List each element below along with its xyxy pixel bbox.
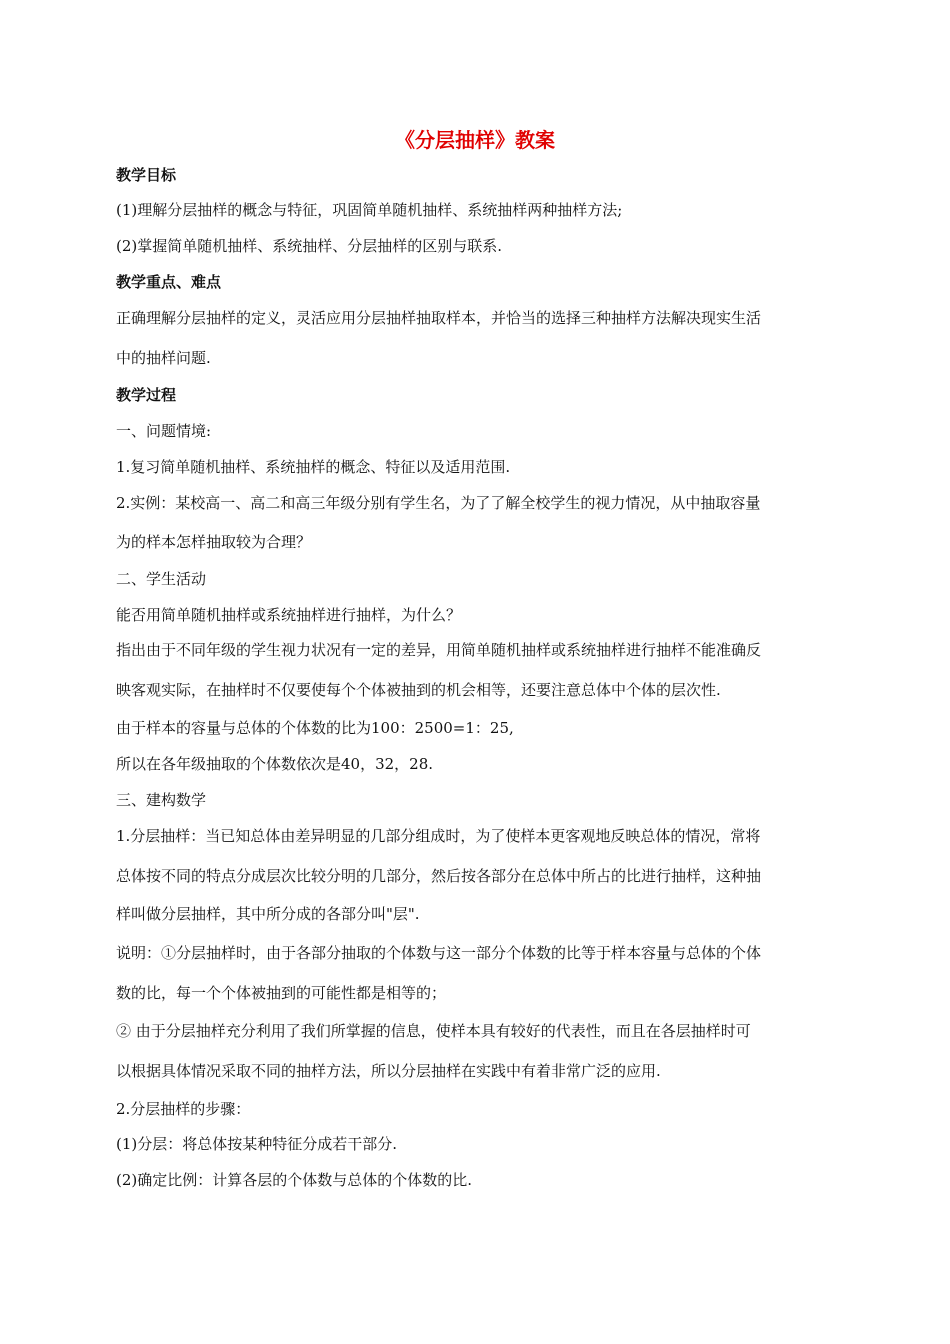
part3-step-1: (1)分层：将总体按某种特征分成若干部分. — [116, 1135, 398, 1153]
part3-note-1-line-2: 数的比，每一个个体被抽到的可能性都是相等的； — [116, 984, 447, 1002]
part3-note-2-line-1: ② 由于分层抽样充分利用了我们所掌握的信息，使样本具有较好的代表性，而且在各层抽样时可 — [116, 1022, 751, 1040]
part2-para-2: 由于样本的容量与总体的个体数的比为100：2500=1：25, — [116, 719, 514, 737]
part1-item-2-line-2: 为的样本怎样抽取较为合理？ — [116, 533, 312, 551]
keypoints-line-2: 中的抽样问题. — [116, 349, 211, 367]
part1-item-1: 1.复习简单随机抽样、系统抽样的概念、特征以及适用范围. — [116, 458, 511, 476]
part2-para-1-line-2: 映客观实际，在抽样时不仅要使每个个体被抽到的机会相等，还要注意总体中个体的层次性. — [116, 681, 721, 699]
part2-para-3: 所以在各年级抽取的个体数依次是40，32，28. — [116, 755, 434, 773]
part2-para-1-line-1: 指出由于不同年级的学生视力状况有一定的差异，用简单随机抽样或系统抽样进行抽样不能准确反 — [116, 641, 762, 659]
part3-note-1-line-1: 说明：①分层抽样时，由于各部分抽取的个体数与这一部分个体数的比等于样本容量与总体的个体 — [116, 944, 762, 962]
part2-heading: 二、学生活动 — [116, 570, 207, 588]
keypoints-line-1: 正确理解分层抽样的定义，灵活应用分层抽样抽取样本，并恰当的选择三种抽样方法解决现实生活 — [116, 309, 762, 327]
part3-item-1-line-1: 1.分层抽样：当已知总体由差异明显的几部分组成时，为了使样本更客观地反映总体的情况，常将 — [116, 827, 761, 845]
part3-heading: 三、建构数学 — [116, 791, 207, 809]
objective-2: (2)掌握简单随机抽样、系统抽样、分层抽样的区别与联系. — [116, 237, 503, 255]
part3-item-1-line-3: 样叫做分层抽样，其中所分成的各部分叫"层". — [116, 905, 420, 923]
objectives-heading: 教学目标 — [116, 166, 177, 184]
keypoints-heading: 教学重点、难点 — [116, 273, 222, 291]
part3-note-2-line-2: 以根据具体情况采取不同的抽样方法，所以分层抽样在实践中有着非常广泛的应用. — [116, 1062, 661, 1080]
part1-item-2-line-1: 2.实例：某校高一、高二和高三年级分别有学生名，为了了解全校学生的视力情况，从中抽取容量 — [116, 494, 761, 512]
part3-step-2: (2)确定比例：计算各层的个体数与总体的个体数的比. — [116, 1171, 473, 1189]
part3-item-2: 2.分层抽样的步骤： — [116, 1100, 251, 1118]
process-heading: 教学过程 — [116, 386, 177, 404]
page-title: 《分层抽样》教案 — [395, 128, 555, 152]
part3-item-1-line-2: 总体按不同的特点分成层次比较分明的几部分，然后按各部分在总体中所占的比进行抽样，这种抽 — [116, 867, 762, 885]
part2-question: 能否用简单随机抽样或系统抽样进行抽样，为什么？ — [116, 606, 462, 624]
part1-heading: 一、问题情境: — [116, 422, 212, 440]
objective-1: (1)理解分层抽样的概念与特征，巩固简单随机抽样、系统抽样两种抽样方法; — [116, 201, 623, 219]
